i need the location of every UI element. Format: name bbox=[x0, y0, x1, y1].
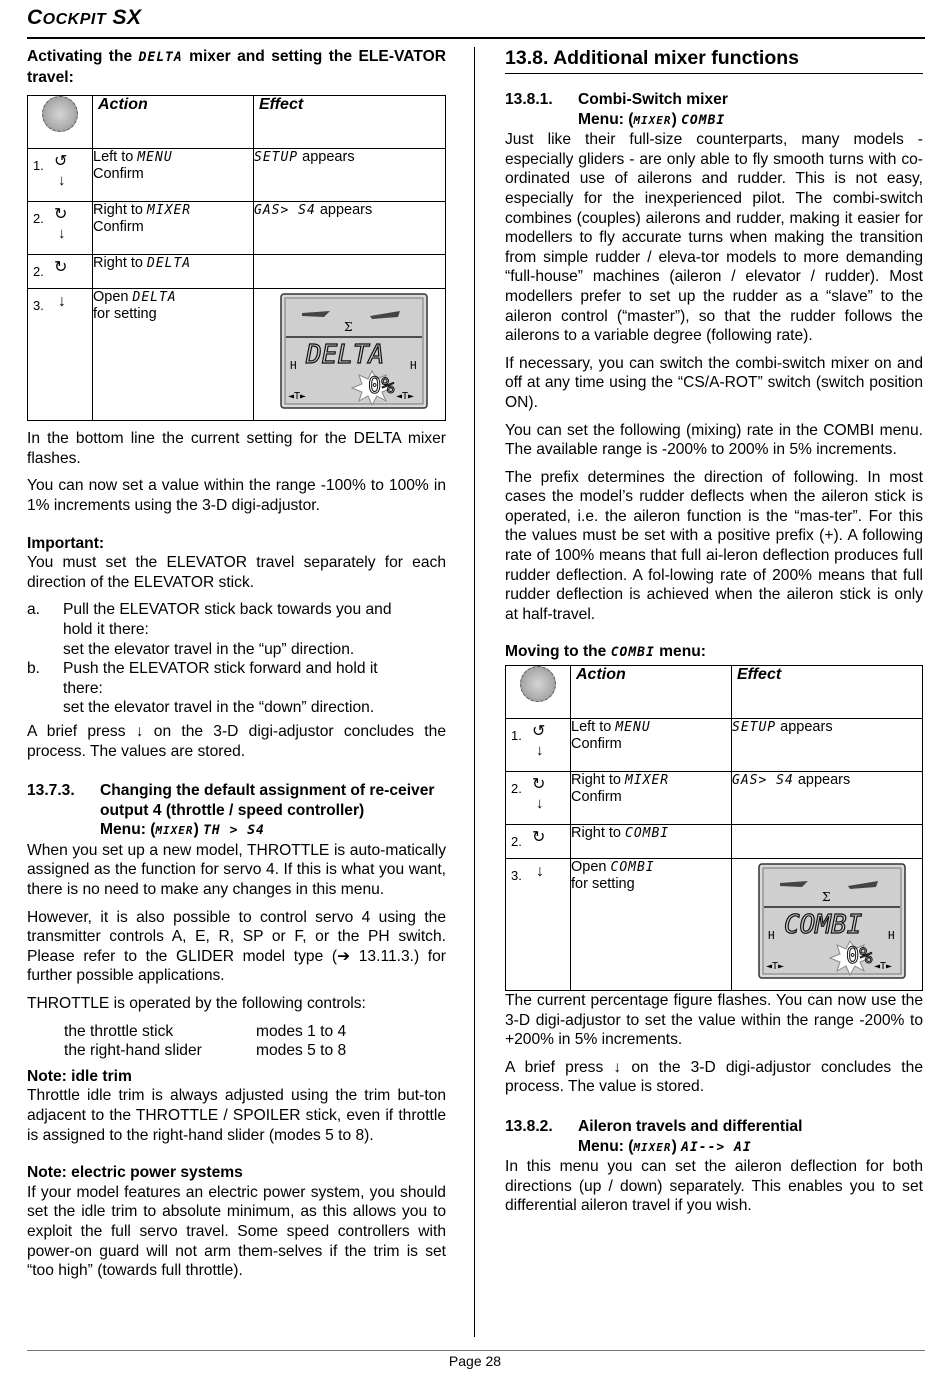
paragraph: In this menu you can set the aileron deflection for both directions (up / down) separately. This enables you to set differential aileron travel if you wish. bbox=[505, 1158, 923, 1215]
section-heading: 13.7.3. Changing the default assignment of re-ceiver output 4 (throttle / speed controller) Menu: (MIXER) TH > S4 bbox=[27, 782, 435, 839]
svg-text:H: H bbox=[290, 359, 297, 373]
effect-header: Effect bbox=[737, 666, 782, 684]
column-divider bbox=[474, 47, 475, 1337]
paragraph: In the bottom line the current setting for the DELTA mixer flashes. bbox=[27, 430, 446, 467]
svg-text:◄T►: ◄T► bbox=[288, 391, 307, 403]
important-heading: Important: bbox=[27, 534, 105, 552]
header-rule bbox=[27, 37, 925, 39]
display-main-text: DELTA bbox=[306, 340, 385, 371]
press-down-icon: ↓ bbox=[536, 863, 544, 881]
combi-intro: Moving to the COMBI menu: bbox=[505, 643, 706, 661]
rotate-right-icon: ↻ bbox=[532, 776, 546, 794]
svg-text:◄T►: ◄T► bbox=[396, 391, 415, 403]
digi-adjustor-icon bbox=[42, 96, 78, 132]
combi-action-table: Action Effect 1. ↺ ↓ Left to MENU Confirm SETUP appears 2. ↻ ↓ Right to MIXER Confirm GAS> S4 appears 2. ↻ Right to COMBI 3. ↓ Open COMBI for setting Σ H H COMBI 0% ◄T► ◄T► bbox=[505, 665, 923, 991]
paragraph: If your model features an electric power system, you should set the idle trim to absolute minimum, as this allows you to exploit the full servo travel. Some speed controllers with power-on guard will not arm them-selves if the trim is set “too high” (towards full throttle). bbox=[27, 1183, 446, 1280]
rotate-left-icon: ↺ bbox=[532, 723, 546, 741]
paragraph: If necessary, you can switch the combi-switch mixer on and off at any time using the “CS/A-ROT” switch (switch position ON). bbox=[505, 354, 923, 411]
footer-rule bbox=[27, 1350, 925, 1351]
brand-logo: COCKPIT SX bbox=[27, 6, 142, 29]
note-heading: Note: electric power systems bbox=[27, 1164, 243, 1182]
paragraph: The prefix determines the direction of following. In most cases the model’s rudder deflects when the aileron stick is operated, i.e. the aileron function is the “mas-ter”. For this the values must be set with a positive prefix (+). A following rate of 100% means that full ai-leron deflection produces full rudder deflection. A fol-lowing rate of 200% means that full rudder deflection is achieved when the aileron stick is only at half-travel. bbox=[505, 468, 923, 623]
effect-header: Effect bbox=[259, 96, 304, 114]
lcd-display-combi bbox=[758, 863, 906, 979]
svg-text:H: H bbox=[410, 359, 417, 373]
press-down-icon: ↓ bbox=[58, 172, 66, 190]
paragraph: A brief press ↓ on the 3-D digi-adjustor concludes the process. The values are stored. bbox=[27, 722, 446, 760]
right-column bbox=[505, 47, 923, 1224]
rotate-right-icon: ↻ bbox=[532, 829, 546, 847]
display-value-text: 0% bbox=[368, 374, 395, 400]
press-down-icon: ↓ bbox=[58, 225, 66, 243]
left-column bbox=[27, 47, 446, 1289]
paragraph: You can now set a value within the range -100% to 100% in 1% increments using the 3-D digi-adjustor. bbox=[27, 477, 446, 514]
action-header: Action bbox=[576, 666, 626, 684]
control-row: the throttle stick modes 1 to 4 bbox=[64, 1022, 347, 1040]
section-heading: 13.8.1. Combi-Switch mixer Menu: (MIXER) COMBI bbox=[505, 91, 728, 128]
note-heading: Note: idle trim bbox=[27, 1067, 132, 1085]
svg-text:H: H bbox=[768, 929, 775, 943]
action-header: Action bbox=[98, 96, 148, 114]
svg-text:Σ: Σ bbox=[344, 320, 353, 335]
svg-text:H: H bbox=[888, 929, 895, 943]
paragraph: A brief press ↓ on the 3-D digi-adjustor concludes the process. The value is stored. bbox=[505, 1058, 923, 1096]
paragraph: THROTTLE is operated by the following controls: bbox=[27, 995, 366, 1013]
rotate-right-icon: ↻ bbox=[54, 206, 68, 224]
delta-intro: Activating the DELTA mixer and setting the ELE-VATOR travel: bbox=[27, 48, 446, 86]
section-title: 13.8. Additional mixer functions bbox=[505, 47, 923, 74]
lcd-display-delta bbox=[280, 293, 428, 409]
svg-text:◄T►: ◄T► bbox=[766, 961, 785, 973]
digi-adjustor-icon bbox=[520, 666, 556, 702]
paragraph: Throttle idle trim is always adjusted using the trim but-ton adjacent to the THROTTLE / SPOILER stick, even if throttle is assigned to the right-hand slider (modes 5 to 8). bbox=[27, 1087, 446, 1144]
list-item: a. Pull the ELEVATOR stick back towards you and hold it there: set the elevator travel in the “up” direction. bbox=[27, 601, 392, 658]
paragraph: When you set up a new model, THROTTLE is auto-matically assigned as the function for servo 4. If this is what you want, there is no need to make any changes in this menu. bbox=[27, 841, 446, 899]
paragraph: However, it is also possible to control servo 4 using the transmitter controls A, E, R, SP or F, or the PH switch. Please refer to the GLIDER model type (➔ 13.11.3.) for further possible applications. bbox=[27, 908, 446, 985]
display-value-text: 0% bbox=[846, 944, 873, 970]
display-main-text: COMBI bbox=[784, 910, 863, 941]
rotate-left-icon: ↺ bbox=[54, 153, 68, 171]
press-down-icon: ↓ bbox=[536, 742, 544, 760]
svg-text:Σ: Σ bbox=[822, 890, 831, 905]
press-down-icon: ↓ bbox=[536, 795, 544, 813]
paragraph: You must set the ELEVATOR travel separately for each direction of the ELEVATOR stick. bbox=[27, 554, 446, 591]
press-down-icon: ↓ bbox=[58, 293, 66, 311]
svg-text:◄T►: ◄T► bbox=[874, 961, 893, 973]
page-number: Page 28 bbox=[448, 1353, 502, 1369]
control-row: the right-hand slider modes 5 to 8 bbox=[64, 1042, 347, 1060]
paragraph: The current percentage figure flashes. You can now use the 3-D digi-adjustor to set the value within the range -200% to +200% in 5% increments. bbox=[505, 992, 923, 1049]
paragraph: You can set the following (mixing) rate in the COMBI menu. The available range is -200% to 200% in 5% increments. bbox=[505, 421, 923, 459]
paragraph: Just like their full-size counterparts, many models - especially gliders - are only able to fly smooth turns with co-ordinated use of ailerons and rudder. This is not easy, especially for the inexperienced pilot. The combi-switch combines (couples) ailerons and rudder, making it easier for modellers to fly accurate turns when making the transition from simple rudder / eleva-tor models to more demanding “full-house” machines (aileron / elevator / rudder). Most modellers prefer to set up the rudder as a “slave” to the aileron control (“master”), so that the rudder follows the ailerons to a variable degree (following rate). bbox=[505, 131, 923, 345]
delta-action-table: Action Effect 1. ↺ ↓ Left to MENU Confirm SETUP appears 2. ↻ ↓ Right to MIXER Confirm GAS> S4 appears 2. ↻ Right to DELTA 3. ↓ Open DELTA for setting Σ H H DELTA 0% ◄T► ◄T► bbox=[27, 95, 446, 421]
section-heading: 13.8.2. Aileron travels and differential Menu: (MIXER) AI--> AI bbox=[505, 1118, 803, 1155]
list-item: b. Push the ELEVATOR stick forward and hold it there: set the elevator travel in the “down” direction. bbox=[27, 660, 378, 717]
rotate-right-icon: ↻ bbox=[54, 259, 68, 277]
